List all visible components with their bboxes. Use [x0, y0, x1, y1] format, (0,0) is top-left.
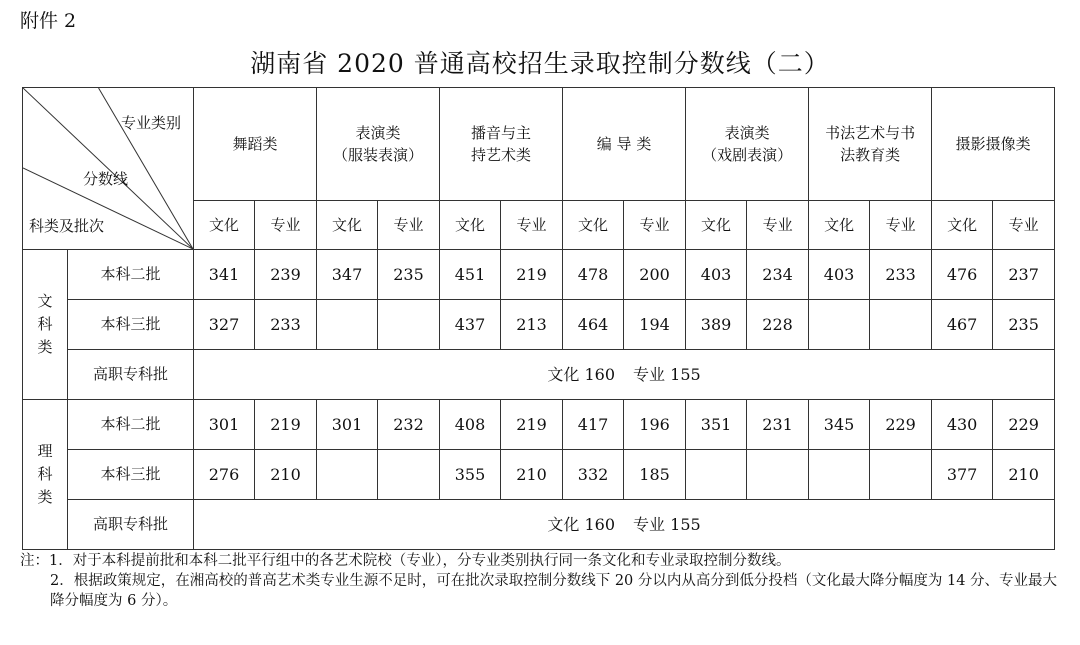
- major-header: 专业: [747, 201, 809, 250]
- category-name-line: 摄影摄像类: [955, 134, 1031, 153]
- score-cell: 467: [932, 300, 993, 350]
- merged-culture-score: 文化 160: [547, 364, 616, 384]
- major-header: 专业: [378, 201, 440, 250]
- score-cell: 234: [747, 250, 809, 300]
- score-cell: 194: [624, 300, 686, 350]
- corner-header-cell: [23, 88, 194, 250]
- category-name-line: 法教育类: [840, 146, 901, 164]
- attachment-label: 附件 2: [20, 10, 77, 32]
- score-cell: 235: [378, 250, 440, 300]
- batch-cell: 本科二批: [68, 250, 194, 300]
- track-name-char: 类: [37, 488, 53, 507]
- score-cell: [747, 450, 809, 500]
- table-row: [23, 350, 1055, 400]
- category-name-line: 表演类: [355, 123, 401, 142]
- track-name-char: 科: [37, 464, 53, 483]
- culture-header: 文化: [686, 201, 747, 250]
- category-name-line: （戏剧表演）: [702, 146, 793, 164]
- major-header: 专业: [993, 201, 1055, 250]
- note-2: 2．根据政策规定，在湘高校的普高艺术类专业生源不足时，可在批次录取控制分数线下 20 分以内从高分到低分投档（文化最大降分幅度为 14 分、专业最大降分幅度为 6 分）。: [50, 573, 1058, 609]
- score-cell: 430: [932, 400, 993, 450]
- track-group-cell: [23, 250, 68, 400]
- score-cell: 213: [501, 300, 563, 350]
- track-group-cell: [23, 400, 68, 550]
- category-header: [194, 88, 317, 201]
- score-cell: 233: [255, 300, 317, 350]
- culture-header: 文化: [317, 201, 378, 250]
- score-cell: [870, 300, 932, 350]
- merged-major-score: 专业 155: [633, 514, 701, 534]
- score-cell: 228: [747, 300, 809, 350]
- track-name-char: 文: [37, 291, 53, 310]
- category-header: [809, 88, 932, 201]
- score-cell: [378, 300, 440, 350]
- score-cell: 341: [194, 250, 255, 300]
- score-cell: 239: [255, 250, 317, 300]
- score-cell: 464: [563, 300, 624, 350]
- score-cell: 355: [440, 450, 501, 500]
- category-name-line: 书法艺术与书: [825, 123, 916, 142]
- score-cell: 232: [378, 400, 440, 450]
- score-cell: 301: [194, 400, 255, 450]
- score-cell: 417: [563, 400, 624, 450]
- score-cell: 237: [993, 250, 1055, 300]
- table-row: [23, 450, 1055, 500]
- note-1: 注：1．对于本科提前批和本科二批平行组中的各艺术院校（专业），分专业类别执行同一条文化和专业录取控制分数线。: [20, 553, 791, 569]
- category-name-line: 播音与主: [471, 123, 532, 142]
- culture-header: 文化: [440, 201, 501, 250]
- category-header: [563, 88, 686, 201]
- page-title: 湖南省 2020 普通高校招生录取控制分数线（二）: [250, 49, 830, 78]
- category-header: [317, 88, 440, 201]
- score-cell: 235: [993, 300, 1055, 350]
- table-row: [23, 250, 1055, 300]
- culture-header: 文化: [809, 201, 870, 250]
- score-cell: 219: [501, 400, 563, 450]
- table-row: [23, 300, 1055, 350]
- score-cell: 408: [440, 400, 501, 450]
- score-cell: 219: [255, 400, 317, 450]
- score-cell: 210: [501, 450, 563, 500]
- score-table: [22, 87, 1055, 550]
- score-cell: 476: [932, 250, 993, 300]
- score-cell: 327: [194, 300, 255, 350]
- major-header: 专业: [624, 201, 686, 250]
- score-cell: 210: [255, 450, 317, 500]
- batch-cell: 高职专科批: [68, 500, 194, 550]
- score-cell: [317, 300, 378, 350]
- score-cell: 332: [563, 450, 624, 500]
- batch-cell: 高职专科批: [68, 350, 194, 400]
- batch-cell: 本科二批: [68, 400, 194, 450]
- score-cell: [317, 450, 378, 500]
- track-name-char: 类: [37, 338, 53, 357]
- score-cell: [809, 300, 870, 350]
- category-name-line: （服装表演）: [333, 146, 424, 164]
- category-name-line: 持艺术类: [471, 146, 532, 164]
- score-cell: 345: [809, 400, 870, 450]
- score-cell: 478: [563, 250, 624, 300]
- table-row: [23, 500, 1055, 550]
- table-row: [23, 400, 1055, 450]
- culture-header: 文化: [932, 201, 993, 250]
- batch-cell: 本科三批: [68, 450, 194, 500]
- score-cell: 231: [747, 400, 809, 450]
- score-cell: 219: [501, 250, 563, 300]
- score-cell: 437: [440, 300, 501, 350]
- track-name-char: 科: [37, 314, 53, 333]
- score-cell: 389: [686, 300, 747, 350]
- category-header: [932, 88, 1055, 201]
- culture-header: 文化: [194, 201, 255, 250]
- score-label: 分数线: [83, 170, 129, 188]
- score-cell: 301: [317, 400, 378, 450]
- score-cell: 403: [809, 250, 870, 300]
- score-cell: 377: [932, 450, 993, 500]
- track-label: 科类及批次: [29, 217, 105, 235]
- score-cell: 196: [624, 400, 686, 450]
- score-cell: 451: [440, 250, 501, 300]
- score-cell: [378, 450, 440, 500]
- score-cell: 210: [993, 450, 1055, 500]
- category-label: 专业类别: [121, 114, 182, 132]
- score-cell: 347: [317, 250, 378, 300]
- category-header: [686, 88, 809, 201]
- major-header: 专业: [255, 201, 317, 250]
- major-header: 专业: [870, 201, 932, 250]
- major-header: 专业: [501, 201, 563, 250]
- category-name-line: 编 导 类: [596, 134, 652, 153]
- track-name-char: 理: [37, 441, 53, 460]
- batch-cell: 本科三批: [68, 300, 194, 350]
- category-header: [440, 88, 563, 201]
- score-cell: 229: [993, 400, 1055, 450]
- score-cell: [686, 450, 747, 500]
- score-cell: [809, 450, 870, 500]
- merged-major-score: 专业 155: [633, 364, 701, 384]
- category-name-line: 表演类: [724, 123, 770, 142]
- merged-score-cell: [194, 500, 1055, 550]
- score-cell: 403: [686, 250, 747, 300]
- score-cell: 185: [624, 450, 686, 500]
- score-cell: [870, 450, 932, 500]
- score-cell: 351: [686, 400, 747, 450]
- notes: [20, 551, 1060, 611]
- score-cell: 233: [870, 250, 932, 300]
- culture-header: 文化: [563, 201, 624, 250]
- merged-score-cell: [194, 350, 1055, 400]
- merged-culture-score: 文化 160: [547, 514, 616, 534]
- score-cell: 229: [870, 400, 932, 450]
- score-cell: 200: [624, 250, 686, 300]
- score-cell: 276: [194, 450, 255, 500]
- category-name-line: 舞蹈类: [232, 134, 278, 153]
